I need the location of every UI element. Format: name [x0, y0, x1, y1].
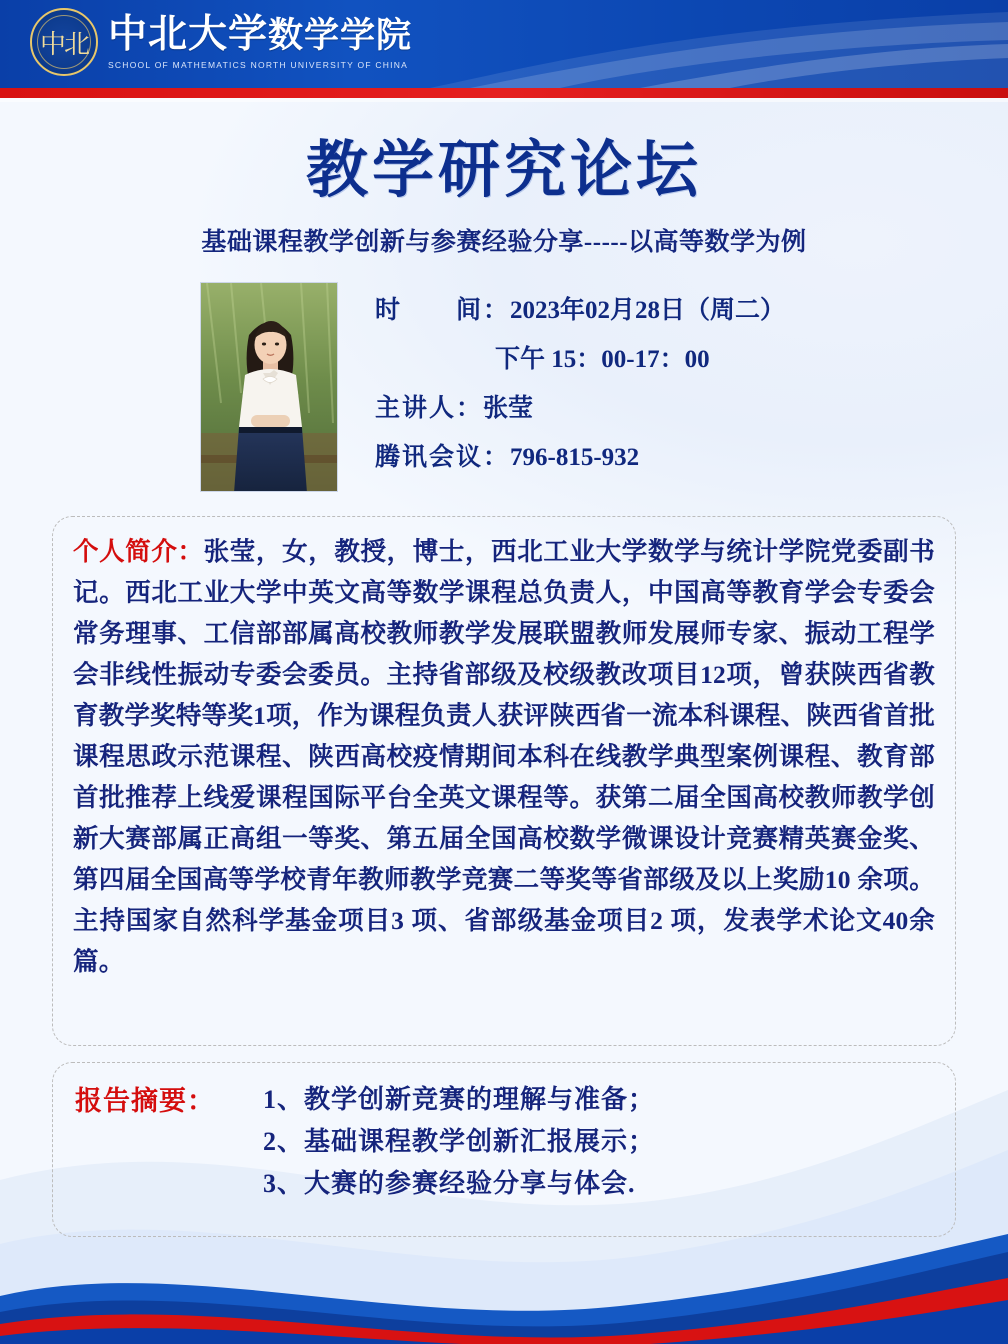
university-name-cn-main: 中北大学 — [108, 13, 269, 57]
event-time-value-2: 下午 15：00-17：00 — [495, 346, 710, 373]
event-meeting-label: 腾讯会议： — [375, 444, 511, 471]
speaker-bio-body: 张莹，女，教授，博士，西北工业大学数学与统计学院党委副书记。西北工业大学中英文高等数学课程总负责人，中国高等教育学会专委会常务理事、工信部部属高校教师教学发展联盟教师发展师专家、振动工程学会非线性振动专委会委员。主持省部级及校级教改项目12项，曾获陕西省教育教学奖特等奖1项，作为课程负责人获评陕西省一流本科课程、陕西省首批课程思政示范课程、陕西高校疫情期间本科在线教学典型案例课程、教育部首批推荐上线爱课程国际平台全英文课程等。获第二届全国高校教师教学创新大赛部属正高组一等奖、第五届全国高校数学微课设计竞赛精英赛金奖、第四届全国高等学校青年教师教学竞赛二等奖等省部级及以上奖励10 余项。主持国家自然科学基金项目3 项、省部级基金项目2 项，发表学术论文40余篇。 — [73, 537, 935, 976]
logo-wrap — [30, 8, 412, 76]
abstract-label: 报告摘要： — [75, 1086, 215, 1116]
page-subtitle: 基础课程教学创新与参赛经验分享-----以高等数学为例 — [201, 229, 807, 256]
event-time-row-2 — [375, 339, 785, 375]
event-speaker-label: 主讲人： — [375, 395, 484, 422]
list-item: 2、基础课程教学创新汇报展示； — [263, 1127, 656, 1156]
event-time-value: 2023年02月28日（周二） — [510, 297, 786, 324]
speaker-bio-box — [52, 516, 956, 1046]
university-seal-icon — [30, 8, 98, 76]
event-time-label: 时 间： — [375, 297, 511, 324]
speaker-portrait-image — [201, 283, 338, 492]
footer-swoosh-decoration — [0, 1226, 1008, 1344]
speaker-portrait — [200, 282, 338, 492]
university-name-cn-school: 数学学院 — [268, 16, 413, 56]
event-meeting-row — [375, 437, 785, 473]
university-name-block — [108, 14, 412, 70]
event-meeting-value: 796-815-932 — [510, 444, 640, 471]
page-title: 教学研究论坛 — [305, 137, 702, 205]
header-white-divider — [0, 98, 1008, 102]
event-time-row — [375, 290, 785, 326]
list-item: 3、大赛的参赛经验分享与体会. — [263, 1169, 636, 1198]
event-speaker-row — [375, 388, 785, 424]
event-details — [375, 290, 785, 486]
event-speaker-value: 张莹 — [483, 395, 534, 422]
university-name-en: SCHOOL OF MATHEMATICS NORTH UNIVERSITY OF CHINA — [108, 59, 409, 70]
abstract-box — [52, 1062, 956, 1237]
seal-monogram-icon: 中北 — [39, 29, 88, 59]
page-header — [0, 0, 1008, 88]
page-footer — [0, 1226, 1008, 1344]
speaker-section — [0, 282, 1008, 497]
university-name-cn — [108, 14, 412, 57]
speaker-bio-text — [73, 531, 935, 982]
speaker-bio-label: 个人简介： — [73, 537, 204, 566]
abstract-list — [263, 1079, 655, 1205]
header-red-divider — [0, 88, 1008, 98]
list-item: 1、教学创新竞赛的理解与准备； — [263, 1085, 656, 1114]
